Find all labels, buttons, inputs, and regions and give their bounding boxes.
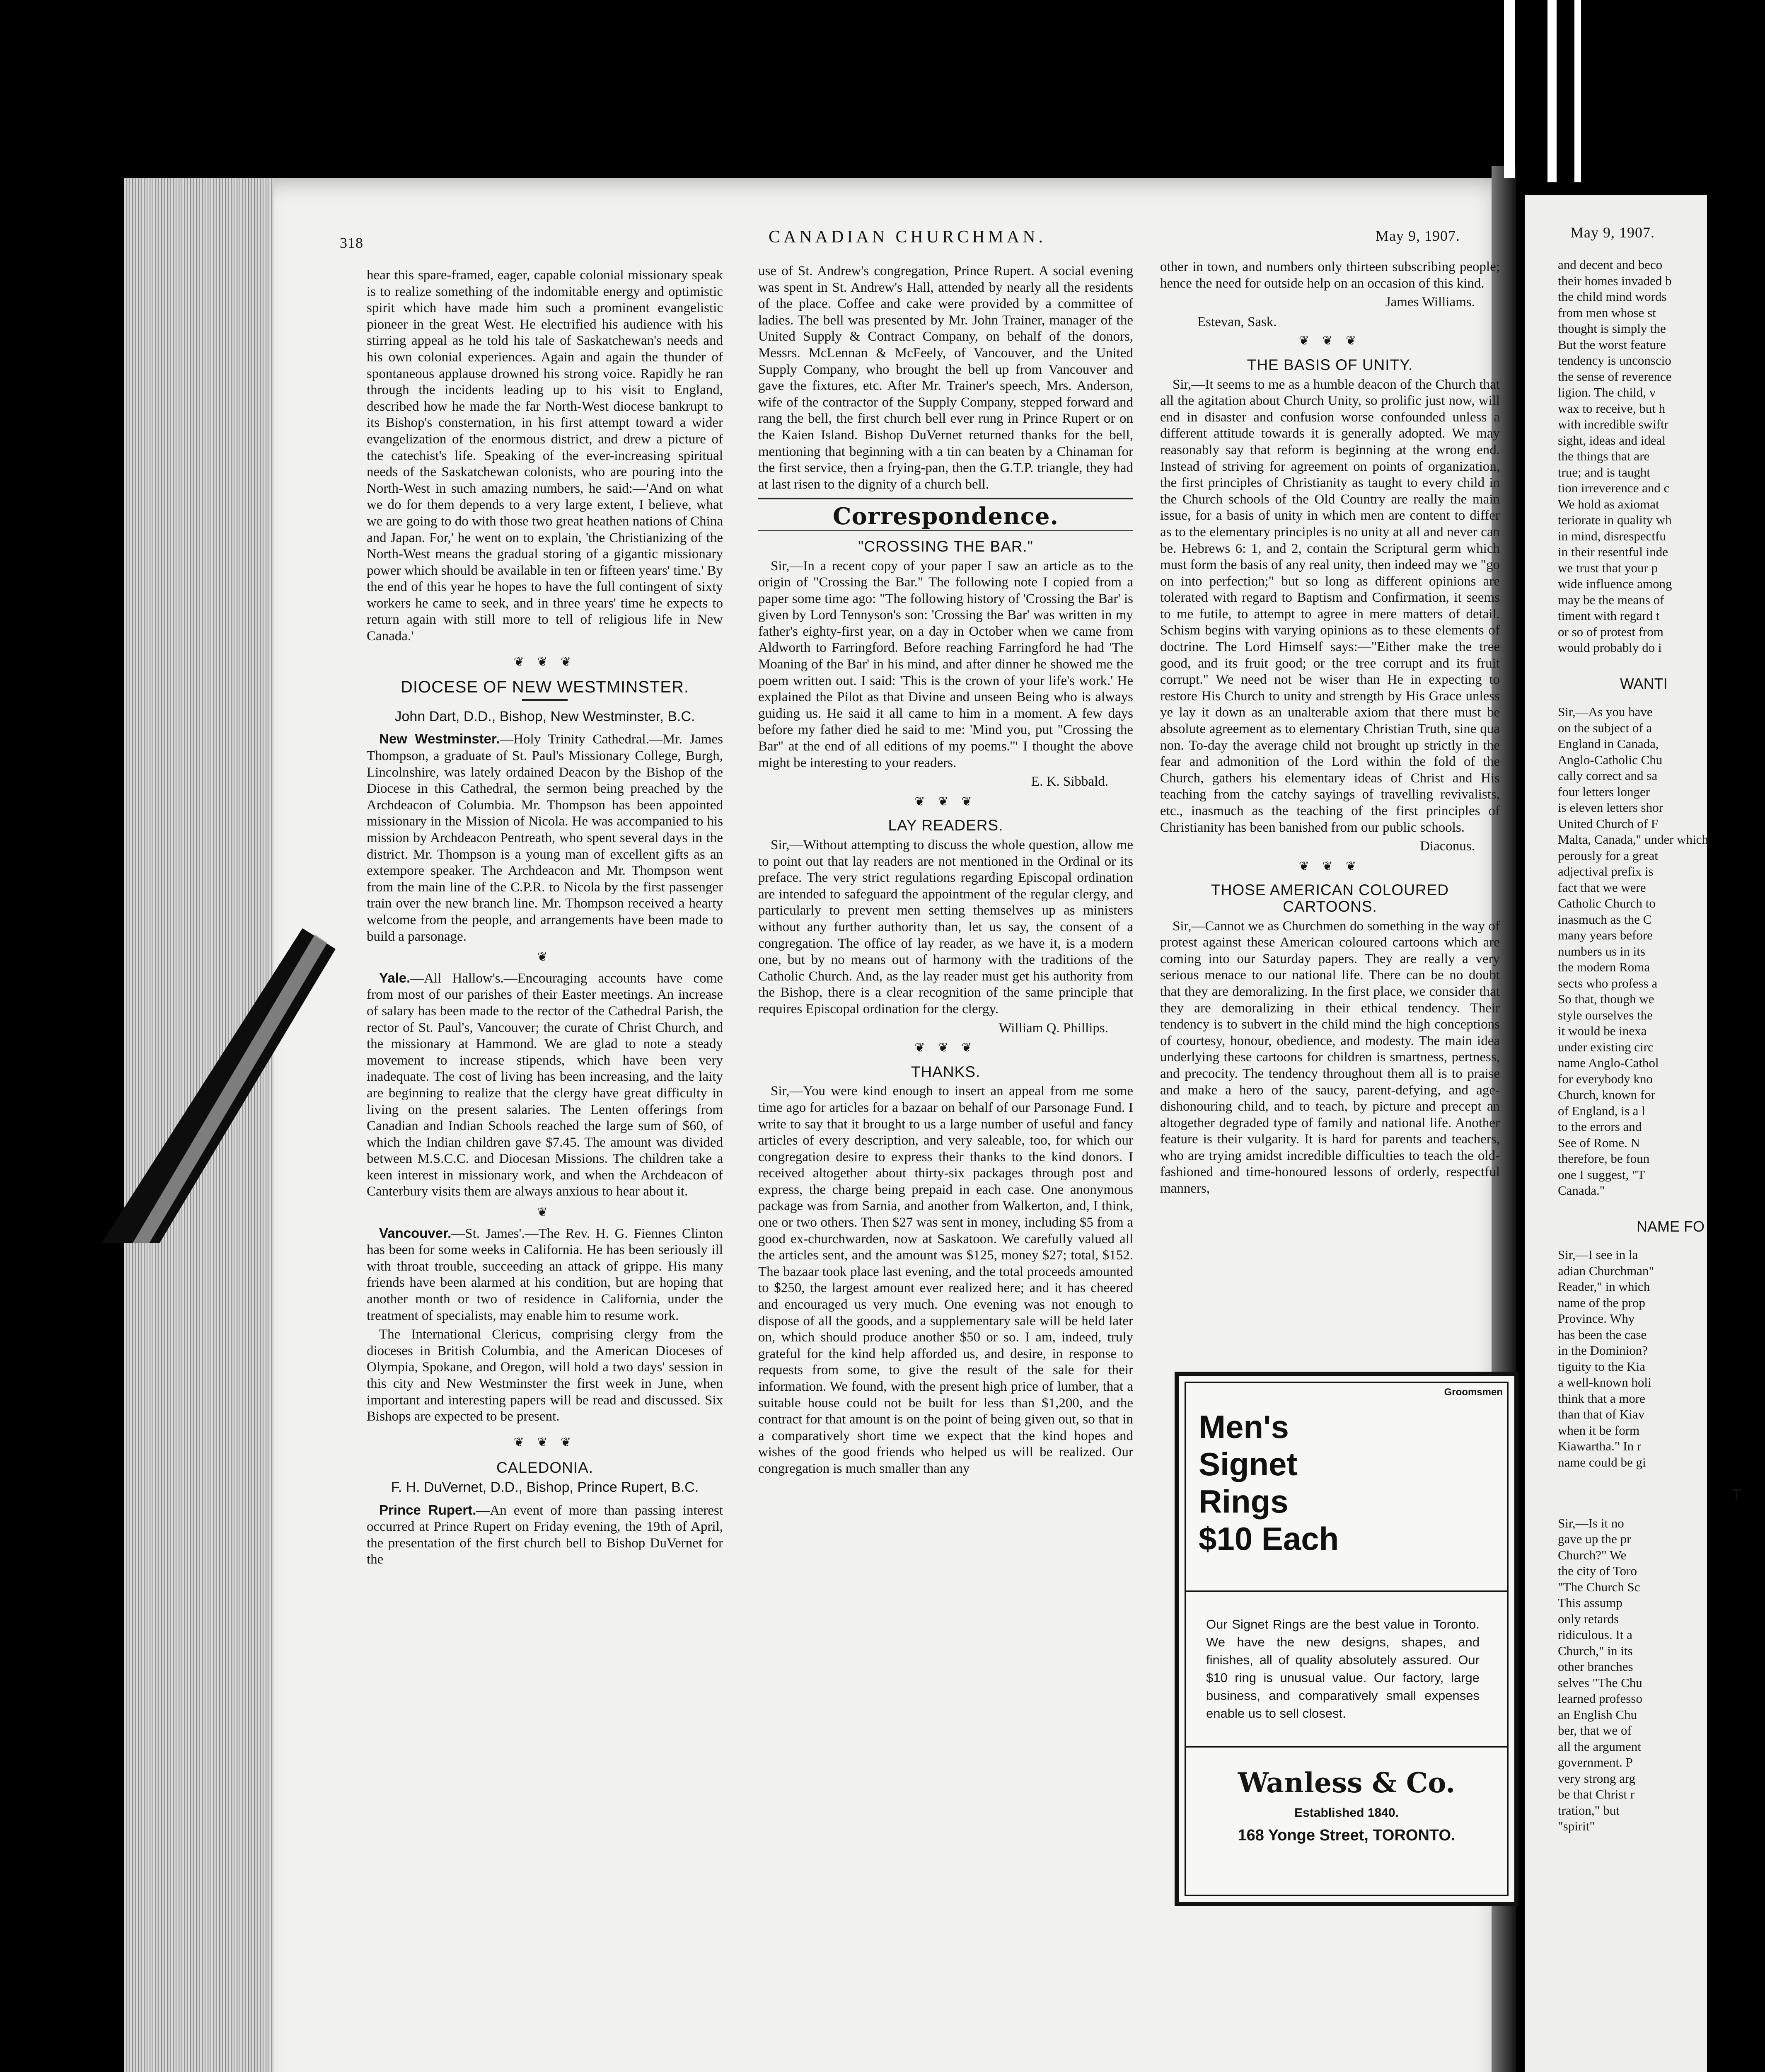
- next-page-line: Kiawartha." In r: [1558, 1439, 1642, 1453]
- section-ornament: ❦ ❦ ❦: [914, 794, 977, 808]
- next-page-line: and decent and beco: [1558, 257, 1663, 272]
- next-page-line: therefore, be foun: [1558, 1151, 1650, 1166]
- letter-place: Estevan, Sask.: [1197, 314, 1277, 329]
- next-page-line: Canada.": [1558, 1183, 1605, 1198]
- bishop-line: John Dart, D.D., Bishop, New Westminster, B.C.: [394, 708, 695, 724]
- news-text: —Holy Trinity Cathedral.—Mr. James Thompson, a graduate of St. Paul's Missionary College, Burgh, Lincolnshire, was lately ordained Deacon by the Bishop of the Diocese in this Cathedral, the sermon being preached by the Archdeacon of Columbia. Mr. Thompson has been appointed missionary in the Mission of Nicola. He was accompanied to his mission by Archdeacon Pentreath, who spent several days in the district. Mr. Thompson is a young man of excellent gifts as an extempore speaker. The Archdeacon and Mr. Thompson went from the main line of the C.P.R. to Nicola by the first passenger train over the new branch line. Mr. Thompson received a hearty welcome from the people, and arrangements have been made to build a parsonage.: [367, 732, 723, 944]
- next-page-line: tion irreverence and c: [1558, 481, 1670, 495]
- next-page-line: the modern Roma: [1558, 960, 1650, 974]
- next-page-line: Church, known for: [1558, 1087, 1656, 1102]
- next-page-sliver: [1525, 195, 1741, 2072]
- next-page-line: has been the case: [1558, 1327, 1647, 1342]
- book-page-edges: [124, 178, 282, 2072]
- next-page-line: government. P: [1558, 1755, 1633, 1769]
- next-page-line: all the argument: [1558, 1739, 1641, 1754]
- section-ornament: ❦ ❦ ❦: [513, 655, 576, 669]
- next-page-line: in their resentful inde: [1558, 545, 1668, 559]
- letter-text: Sir,—You were kind enough to insert an appeal from me some time ago for articles for a bazaar on behalf of our Parsonage Fund. I write to say that it brought to us a large number of useful and fancy articles of every description, and very saleable, too, for which our congregation desire to express their thanks to the kind donors. I received altogether about thirty-six packages through post and express, the charge being prepaid in each case. One anonymous package was from Sarnia, and another from Walkerton, and, I think, one or two others. Then $27 was sent in money, including $5 from a good ex-churchwarden, now at Saskatoon. We carefully valued all the articles sent, and the amount was $125, money $27; total, $152. The bazaar took place last evening, and the total proceeds amounted to $250, the largest amount ever realized here; and it has cheered and encouraged us very much. One evening was not enough to dispose of all the goods, and a supplementary sale will be held later on, which should produce another $50 or so. I am, indeed, truly grateful for the kind help afforded us, and desire, in response to requests from some, to give the result of the sale for their information. We found, with the present high price of lumber, that a suitable house could not be built for less than $1,200, and the contract for that amount is on the point of being given out, so that in a comparatively short time we expect that the kind hopes and wishes of the good friends who helped us will be realized. Our congregation is much smaller than any: [758, 1084, 1133, 1476]
- next-page-line: ridiculous. It a: [1558, 1627, 1632, 1642]
- next-page-line: would probably do i: [1558, 640, 1662, 655]
- letter-heading: "CROSSING THE BAR.": [858, 537, 1033, 555]
- next-page-paragraph: [1558, 257, 1765, 656]
- next-page-heading: T: [1732, 1486, 1741, 1503]
- diocese-heading: CALEDONIA.: [496, 1459, 594, 1477]
- ad-headline: [1199, 1408, 1489, 1557]
- running-title: CANADIAN CHURCHMAN.: [769, 228, 1047, 247]
- next-page-line: the city of Toro: [1558, 1564, 1637, 1578]
- next-page-line: an English Chu: [1558, 1707, 1637, 1722]
- next-page-line: from men whose st: [1558, 305, 1656, 320]
- bishop-line: F. H. DuVernet, D.D., Bishop, Prince Rupert, B.C.: [391, 1479, 699, 1495]
- next-page-line: But the worst feature: [1558, 337, 1666, 352]
- next-page-line: a well-known holi: [1558, 1375, 1651, 1389]
- next-page-line: the things that are: [1558, 449, 1650, 463]
- next-page-line: learned professo: [1558, 1691, 1642, 1706]
- next-page-line: is eleven letters shor: [1558, 800, 1663, 815]
- next-page-line: thought is simply the: [1558, 321, 1666, 336]
- next-page-line: under existing circ: [1558, 1039, 1654, 1054]
- next-page-line: Sir,—Is it no: [1558, 1515, 1624, 1530]
- next-page-line: their homes invaded b: [1558, 273, 1672, 288]
- next-page-date: May 9, 1907.: [1570, 224, 1655, 241]
- next-page-line: England in Canada,: [1558, 736, 1659, 751]
- scan-frame-bar: [1574, 0, 1581, 182]
- news-text: —All Hallow's.—Encouraging accounts have come from most of our parishes of their Easter meetings. An increase of salary has been made to the rector of the Cathedral Parish, the rector of St. Paul's, Vancouver; the curate of Christ Church, and the missionary at Hammond. We are glad to note a steady movement to increase stipends, which have been very inadequate. The cost of living has been increasing, and the laity are beginning to realize that the clergy have great difficulty in living on the present salaries. The Lenten offerings from Canadian and Indian Schools reached the large sum of $60, of which the Indian children gave $7.45. The amount was divided between M.S.C.C. and Diocesan Missions. The children take a keen interest in missionary work, and when the Archdeacon of Canterbury visits them are always anxious to hear about it.: [367, 971, 723, 1199]
- next-page-line: wide influence among: [1558, 576, 1672, 591]
- next-page-line: it would be inexa: [1558, 1024, 1647, 1038]
- next-page-heading: NAME FO: [1637, 1218, 1705, 1235]
- next-page-line: Sir,—As you have: [1558, 704, 1653, 719]
- next-page-line: teriorate in quality wh: [1558, 513, 1672, 527]
- ad-inner-border: [1185, 1382, 1509, 1896]
- letter-heading: LAY READERS.: [888, 817, 1003, 834]
- column-2: [758, 263, 1133, 1480]
- next-page-line: tiguity to the Kia: [1558, 1359, 1645, 1374]
- letter-text: Sir,—Without attempting to discuss the whole question, allow me to point out that lay readers are not mentioned in the Ordinal or its preface. The very strict regulations regarding Episcopal ordination are intended to safeguard the appointment of the regular clergy, and particularly to prevent men setting themselves up as ministers without any further authority than, let us say, the consent of a congregation. The office of lay reader, as we have it, is a modern one, but by no means out of harmony with the traditions of the Catholic Church. And, as the lay reader must get his authority from the Bishop, there is a clear recognition of the same principle that requires Episcopal ordination for the clergy.: [758, 838, 1133, 1017]
- section-ornament: ❦ ❦ ❦: [1298, 334, 1361, 348]
- ad-tag: Groomsmen: [1444, 1387, 1503, 1398]
- next-page-line: tendency is unconscio: [1558, 353, 1671, 368]
- place-name: Prince Rupert.: [379, 1502, 476, 1518]
- section-ornament: ❦ ❦ ❦: [513, 1435, 576, 1449]
- column-1: [367, 267, 723, 1571]
- next-page-line: style ourselves the: [1558, 1007, 1653, 1022]
- next-page-line: tration," but: [1558, 1803, 1620, 1818]
- next-page-line: gave up the pr: [1558, 1532, 1631, 1546]
- letter-heading: THE BASIS OF UNITY.: [1247, 356, 1413, 373]
- place-name: New Westminster.: [379, 731, 500, 747]
- next-page-line: ber, that we of: [1558, 1723, 1632, 1738]
- next-page-line: sects who profess a: [1558, 975, 1658, 990]
- next-page-line: only retards: [1558, 1611, 1619, 1626]
- page-number: 318: [340, 235, 363, 251]
- next-page-line: We hold as axiomat: [1558, 496, 1659, 511]
- ad-headline-line: Signet: [1199, 1446, 1298, 1482]
- next-page-line: Reader," in which: [1558, 1279, 1650, 1294]
- next-page-line: be that Christ r: [1558, 1787, 1635, 1801]
- column-3: [1160, 259, 1500, 1200]
- next-page-line: may be the means of: [1558, 592, 1664, 607]
- ad-headline-line: Rings: [1199, 1483, 1289, 1520]
- next-page-line: Catholic Church to: [1558, 896, 1656, 910]
- next-page-line: when it be form: [1558, 1423, 1640, 1438]
- next-page-line: Malta, Canada," under which: [1558, 832, 1709, 847]
- next-page-line: So that, though we: [1558, 992, 1654, 1006]
- section-ornament: ❦ ❦ ❦: [914, 1041, 977, 1055]
- next-page-line: perously for a great: [1558, 848, 1658, 863]
- next-page-line: of England, is a l: [1558, 1103, 1645, 1118]
- next-page-line: sight, ideas and ideal: [1558, 433, 1666, 448]
- column-rule: [758, 498, 1133, 499]
- next-page-line: other branches: [1558, 1659, 1633, 1674]
- ad-address: 168 Yonge Street, TORONTO.: [1238, 1827, 1456, 1844]
- next-page-line: true; and is taught: [1558, 465, 1650, 479]
- next-page-paragraph: [1558, 1247, 1765, 1470]
- letter-signature: Diaconus.: [1420, 839, 1475, 854]
- next-page-line: Church?" We: [1558, 1547, 1627, 1562]
- continued-text: use of St. Andrew's congregation, Prince Rupert. A social evening was spent in St. Andrew's Hall, attended by nearly all the residents of the place. Coffee and cake were provided by a committee of ladies. The bell was presented by Mr. John Trainer, manager of the United Supply & Contract Company, on behalf of the donors, Messrs. McLennan & McFeely, of Vancouver, and the United Supply Company, who brought the bell up from Vancouver and gave the fixtures, etc. After Mr. Trainer's speech, Mrs. Anderson, wife of the contractor of the Supply Company, stepped forward and rang the bell, the first church bell ever rung in Prince Rupert or on the Kaien Island. Bishop DuVernet returned thanks for the bell, mentioning that beginning with a tin can beaten by a Chinaman for the first service, then a frying-pan, then the G.T.P. triangle, they had at last risen to the dignity of a church bell.: [758, 264, 1133, 492]
- ad-divider: [1186, 1746, 1507, 1748]
- next-page-line: United Church of F: [1558, 816, 1658, 831]
- next-page-line: This assump: [1558, 1595, 1622, 1610]
- correspondence-heading: Correspondence.: [832, 503, 1059, 530]
- letter-text: Sir,—It seems to me as a humble deacon of the Church that all the agitation about Church Unity, so prolific just now, will end in disaster and confusion worse confounded unless a different attitude towards it is generally adopted. We may reasonably say that reform is beginning at the wrong end. Instead of striving for agreement on points of organization, the first principles of Christianity as taught to every child in the Church schools of the Old Country are really the main issue, for a basis of unity in which men are content to differ as to the elementary principles is no unity at all and never can be. Hebrews 6: 1, and 2, contain the Scriptural germ which must form the basis of any real unity, then indeed may we "go on into perfection;" but so long as different opinions are tolerated with regard to Baptism and Confirmation, it seems to me futile, to attempt to agree in mere matters of detail. Schism begins with varying opinions as to these elements of doctrine. The Lord Himself says:—"Either make the tree good, and its fruit good; or the tree corrupt and its fruit corrupt." We need not be wiser than He in expecting to restore His Church to unity and strength by His Grace unless ye lay it down as an unalterable axiom that there must be absolute agreement as to elementary Christian Truth, sine qua non. To-day the average child not brought up strictly in the fear and admonition of the Lord within the fold of the Church, gathers his elementary ideas of Christ and His teaching from the catchy sayings of travelling revivalists, etc., inasmuch as the teaching of the first principles of Christianity has been banished from our public schools.: [1160, 377, 1500, 835]
- next-page-line: in mind, disrespectfu: [1558, 528, 1666, 543]
- next-page-line: ligion. The child, v: [1558, 385, 1656, 399]
- next-page-line: for everybody kno: [1558, 1071, 1653, 1086]
- ad-body-text: Our Signet Rings are the best value in Toronto. We have the new designs, shapes, and finishes, all of quality absolutely assured. Our $10 ring is unusual value. Our factory, large business, and comparatively small expenses enable us to sell closest.: [1206, 1617, 1480, 1721]
- next-page-line: in the Dominion?: [1558, 1343, 1648, 1358]
- next-page-line: selves "The Chu: [1558, 1675, 1642, 1690]
- next-page-line: name Anglo-Cathol: [1558, 1055, 1659, 1070]
- next-page-line: on the subject of a: [1558, 720, 1652, 735]
- next-page-line: Province. Why: [1558, 1311, 1635, 1326]
- next-page-paragraph: [1558, 1515, 1765, 1835]
- ad-headline-line: $10 Each: [1199, 1520, 1339, 1557]
- next-page-line: to the errors and: [1558, 1119, 1642, 1134]
- next-page-line: timent with regard t: [1558, 608, 1660, 623]
- ad-divider: [1186, 1590, 1507, 1592]
- next-page-line: fact that we were: [1558, 880, 1646, 895]
- scan-frame-bar: [1504, 0, 1515, 178]
- diocese-heading: DIOCESE OF NEW WESTMINSTER.: [401, 678, 689, 697]
- heading-rule: [522, 699, 568, 701]
- news-text: —St. James'.—The Rev. H. G. Fiennes Clinton has been for some weeks in California. He has been seriously ill with throat trouble, succeeding an attack of grippe. His many friends have been alarmed at his condition, but are hoping that another month or two of residence in California, under the treatment of specialists, may enable him to resume work.: [367, 1226, 723, 1323]
- next-page-line: than that of Kiav: [1558, 1407, 1645, 1421]
- letter-text: Sir,—In a recent copy of your paper I saw an article as to the origin of "Crossing the Bar." The following note I copied from a paper some time ago: "The following history of 'Crossing the Bar' is given by Lord Tennyson's son: 'Crossing the Bar' was written in my father's eighty-first year, on a day in October when we came from Aldworth to Farringford. Before reaching Farringford he had 'The Moaning of the Bar' in his mind, and after dinner he showed me the poem written out. I said: 'This is the crown of your life's work.' He explained the Pilot as that Divine and unseen Being who is always guiding us. He said it all came to him in a moment. A few days before my father died he said to me: 'Mind you, put "Crossing the Bar" at the end of all editions of my poems.'" I thought the above might be interesting to your readers.: [758, 558, 1133, 770]
- continued-text: other in town, and numbers only thirteen subscribing people; hence the need for outside help on an occasion of this kind.: [1160, 259, 1500, 291]
- ad-established: Established 1840.: [1294, 1806, 1399, 1820]
- next-page-line: See of Rome. N: [1558, 1135, 1640, 1150]
- small-ornament: ❦: [537, 1205, 553, 1220]
- letter-signature: James Williams.: [1385, 295, 1475, 310]
- scan-frame-bar: [1547, 0, 1557, 182]
- next-page-line: cally correct and sa: [1558, 768, 1658, 783]
- next-page-line: many years before: [1558, 928, 1653, 942]
- letter-signature: E. K. Sibbald.: [1031, 774, 1108, 789]
- next-page-line: Anglo-Catholic Chu: [1558, 752, 1663, 767]
- place-name: Vancouver.: [379, 1225, 452, 1241]
- next-page-line: name of the prop: [1558, 1295, 1645, 1310]
- next-page-line: the sense of reverence: [1558, 369, 1672, 384]
- ad-headline-line: Men's: [1199, 1409, 1289, 1445]
- ad-company-name: Wanless & Co.: [1238, 1767, 1456, 1799]
- next-page-heading: WANTI: [1620, 675, 1668, 692]
- next-page-line: adian Churchman": [1558, 1263, 1654, 1278]
- letter-heading: THANKS.: [911, 1063, 981, 1080]
- next-page-line: wax to receive, but h: [1558, 401, 1666, 416]
- next-page-line: inasmuch as the C: [1558, 912, 1652, 927]
- next-page-line: or so of protest from: [1558, 624, 1663, 639]
- place-name: Yale.: [379, 970, 411, 985]
- letter-heading-line-2: CARTOONS.: [1283, 898, 1377, 915]
- page-date: May 9, 1907.: [1376, 228, 1460, 244]
- next-page-line: numbers us in its: [1558, 944, 1645, 959]
- next-page-line: "spirit": [1558, 1819, 1595, 1833]
- next-page-line: one I suggest, "T: [1558, 1167, 1645, 1182]
- article-intro-text: hear this spare-framed, eager, capable colonial missionary speak is to realize something of the indomitable energy and optimistic spirit which have made him such a prominent evangelistic pioneer in the great West. He electrified his audience with his stirring appeal as he told his tale of Saskatchewan's needs and his own colonial experiences. Again and again the thunder of spontaneous applause drowned his strong voice. Rapidly he ran through the incidents leading up to his visit to England, described how he made the far North-West diocese bankrupt to its Bishop's consternation, in his first attempt toward a wider evangelization of the enormous district, and drew a picture of the catechist's life. Speaking of the ever-increasing spiritual needs of the Saskatchewan colonists, who are pouring into the North-West in such amazing numbers, he said:—'And on what we do for them depends to a very large extent, I believe, what we are going to do with those two great heathen nations of China and Japan. For,' he went on to explain, 'the Christianizing of the North-West means the gradual storing of a gigantic missionary power which should be available in ten or fifteen years' time.' By the end of this year he hopes to have the full contingent of sixty workers he came to seek, and in three years' time he expects to return again with still more to tell of religious life in New Canada.': [367, 268, 723, 644]
- next-page-line: name could be gi: [1558, 1455, 1646, 1469]
- news-text: The International Clericus, comprising clergy from the dioceses in British Columbia, and the American Dioceses of Olympia, Spokane, and Oregon, will hold a two days' session in this city and New Westminster the first week in June, when important and interesting papers will be read and discussed. Six Bishops are expected to be present.: [367, 1327, 723, 1424]
- section-ornament: ❦ ❦ ❦: [1298, 859, 1361, 873]
- letter-signature: William Q. Phillips.: [999, 1020, 1108, 1036]
- next-page-line: with incredible swiftr: [1558, 417, 1668, 431]
- next-page-line: "The Church Sc: [1558, 1579, 1640, 1594]
- letter-text: Sir,—Cannot we as Churchmen do something in the way of protest against these American coloured cartoons which are coming into our Saturday papers. They are really a very serious menace to our national life. There can be no doubt that they are demoralizing. In the first place, we consider that they are demoralizing in their ethical tendency. Their tendency is to subvert in the child mind the high conceptions of courtesy, honour, obedience, and modesty. The main idea underlying these cartoons for children is smartness, pertness, and precocity. The tendency throughout them all is to praise and make a hero of the saucy, parent-defying, and age-dishonouring child, and to teach, by picture and precept an altogether degraded type of family and national life. Another feature is their vulgarity. It is hard for parents and teachers, who are trying amidst incredible difficulties to teach the old-fashioned and time-honoured lessons of orderly, respectful manners,: [1160, 918, 1500, 1196]
- next-page-line: adjectival prefix is: [1558, 864, 1654, 879]
- next-page-paragraph: [1558, 704, 1765, 1199]
- next-page-line: the child mind words: [1558, 289, 1667, 304]
- next-page-line: we trust that your p: [1558, 560, 1658, 575]
- next-page-line: think that a more: [1558, 1391, 1645, 1406]
- signet-rings-advertisement: [1175, 1372, 1518, 1906]
- column-rule: [758, 530, 1133, 531]
- small-ornament: ❦: [537, 950, 553, 964]
- next-page-line: Sir,—I see in la: [1558, 1247, 1638, 1262]
- next-page-column: [1558, 257, 1765, 1835]
- letter-heading: THOSE AMERICAN COLOURED: [1211, 881, 1449, 899]
- news-text: —An event of more than passing interest occurred at Prince Rupert on Friday evening, the 19th of April, the presentation of the first church bell to Bishop DuVernet for the: [367, 1503, 723, 1567]
- next-page-line: four letters longer: [1558, 784, 1650, 799]
- next-page-line: very strong arg: [1558, 1771, 1636, 1786]
- next-page-line: Church," in its: [1558, 1643, 1633, 1658]
